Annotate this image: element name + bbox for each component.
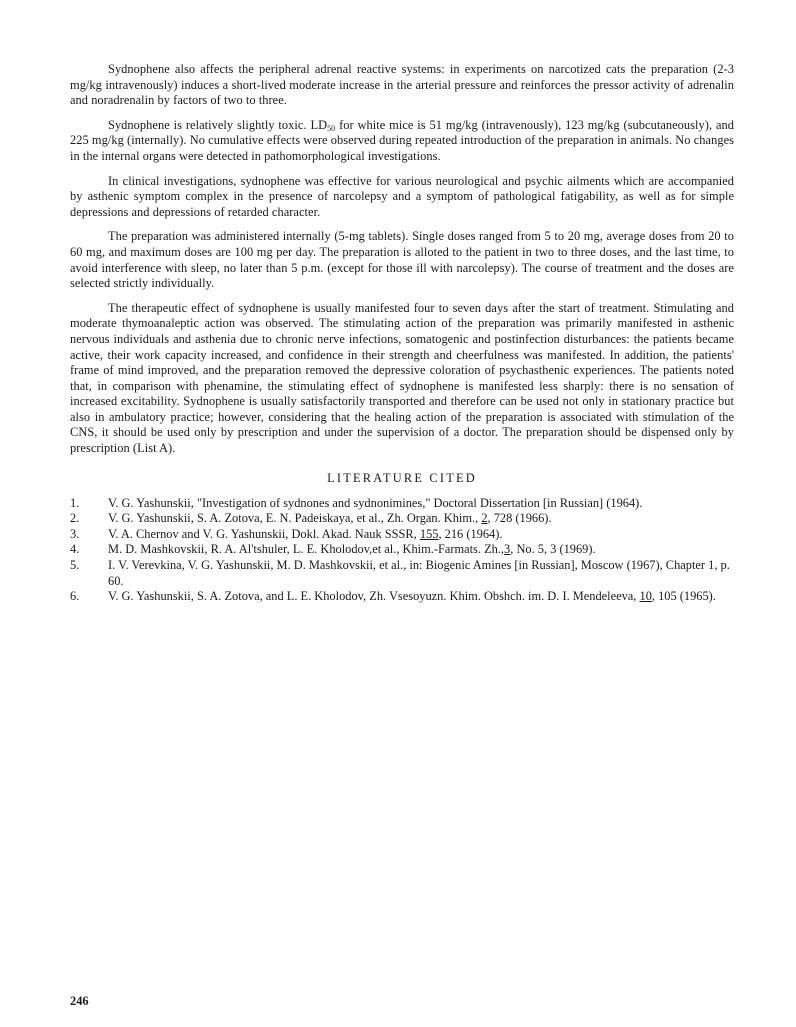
reference-pages: , No. 5, 3 (1969). — [510, 542, 596, 557]
reference-text — [108, 542, 734, 558]
document-body — [70, 62, 734, 605]
reference-item — [70, 558, 734, 589]
reference-number: 2. — [70, 511, 80, 526]
reference-citation: I. V. Verevkina, V. G. Yashunskii, M. D. Mashkovskii, et al., in: Biogenic Amines [in Russian], Moscow (1967), Chapter 1, p. 60. — [108, 558, 730, 588]
reference-volume: 10 — [639, 589, 652, 604]
paragraph-administration: The preparation was administered internally (5-mg tablets). Single doses ranged from 5 to 20 mg, average doses from 20 to 60 mg, and maximum doses are 100 mg per day. The preparation is alloted to the patient in two to three doses, and the last time, to avoid interference with sleep, no later than 5 p.m. (except for those ill with narcolepsy). The course of treatment and the doses are selected strictly individually. — [70, 229, 734, 291]
reference-citation: V. G. Yashunskii, S. A. Zotova, E. N. Padeiskaya, et al., Zh. Organ. Khim., — [108, 511, 482, 526]
paragraph-adrenal-effects: Sydnophene also affects the peripheral adrenal reactive systems: in experiments on narcotized cats the preparation (2-3 mg/kg intravenously) induces a short-lived moderate increase in the arterial pressure and reinforces the pressor activity of adrenalin and noradrenalin by factors of two to three. — [70, 62, 734, 108]
reference-text — [108, 589, 734, 605]
reference-text — [108, 558, 734, 589]
reference-number: 1. — [70, 495, 80, 510]
reference-number: 5. — [70, 558, 80, 573]
reference-item — [70, 527, 734, 543]
reference-volume: 2 — [481, 511, 488, 526]
paragraph-clinical-investigations: In clinical investigations, sydnophene was effective for various neurological and psychic ailments which are accompanied by asthenic symptom complex in the presence of narcolepsy and a symptom of pathological fatigability, as well as for simple depressions and depressions of retarded character. — [70, 173, 734, 219]
ld-subscript: 50 — [327, 123, 336, 133]
reference-text — [108, 511, 734, 527]
reference-pages: , 216 (1964). — [438, 526, 503, 541]
ld-label: LD — [310, 117, 328, 132]
literature-cited-heading: LITERATURE CITED — [327, 470, 477, 485]
reference-number: 3. — [70, 526, 80, 541]
page-number: 246 — [70, 994, 89, 1008]
reference-citation: V. G. Yashunskii, S. A. Zotova, and L. E. Kholodov, Zh. Vsesoyuzn. Khim. Obshch. im. D. I. Mendeleeva, — [108, 589, 640, 604]
reference-pages: , 105 (1965). — [651, 589, 716, 604]
paragraph-toxicity — [70, 118, 734, 165]
reference-text — [108, 527, 734, 543]
reference-citation: V. A. Chernov and V. G. Yashunskii, Dokl. Akad. Nauk SSSR, — [108, 526, 420, 541]
reference-item — [70, 542, 734, 558]
reference-volume: 3 — [504, 542, 511, 557]
reference-list — [70, 496, 734, 605]
reference-number: 6. — [70, 589, 80, 604]
toxicity-text-end: for white mice is 51 mg/kg (intravenously), 123 mg/kg (subcutaneously), and 225 mg/kg (internally). No cumulative effects were observed during repeated introduction of the preparation in animals. No changes in the internal organs were detected in pathomorphological investigations. — [70, 117, 734, 163]
paragraph-therapeutic-effect: The therapeutic effect of sydnophene is usually manifested four to seven days after the start of treatment. Stimulating and moderate thymoanaleptic action was observed. The stimulating action of the preparation was primarily manifested in asthenic nervous individuals and asthenia due to chronic nerve infections, somatogenic and postinfection disturbances: the patients became active, their work capacity increased, and confidence in their strength and cheerfulness was manifested. In addition, the patients' frame of mind improved, and the preparation removed the depressive coloration of psychasthenic experiences. The patients noted that, in comparison with phenamine, the stimulating effect of sydnophene is manifested less sharply: there is no sensation of increased excitability. Sydnophene is usually satisfactorily transported and therefore can be used not only in stationary practice but also in ambulatory practice; however, considering that the healing action of the preparation is associated with stimulation of the CNS, it should be used only by prescription and under the supervision of a doctor. The preparation should be dispensed only by prescription (List A). — [70, 300, 734, 456]
reference-number: 4. — [70, 542, 80, 557]
reference-item — [70, 511, 734, 527]
toxicity-text-start: Sydnophene is relatively slightly toxic. — [108, 117, 311, 132]
reference-volume: 155 — [419, 526, 439, 541]
reference-item — [70, 496, 734, 512]
reference-citation: V. G. Yashunskii, "Investigation of sydnones and sydnonimines," Doctoral Dissertation [in Russian] (1964). — [108, 495, 643, 510]
reference-item — [70, 589, 734, 605]
reference-pages: , 728 (1966). — [487, 511, 552, 526]
reference-text — [108, 496, 734, 512]
reference-citation: M. D. Mashkovskii, R. A. Al'tshuler, L. E. Kholodov,et al., Khim.-Farmats. Zh., — [108, 542, 505, 557]
